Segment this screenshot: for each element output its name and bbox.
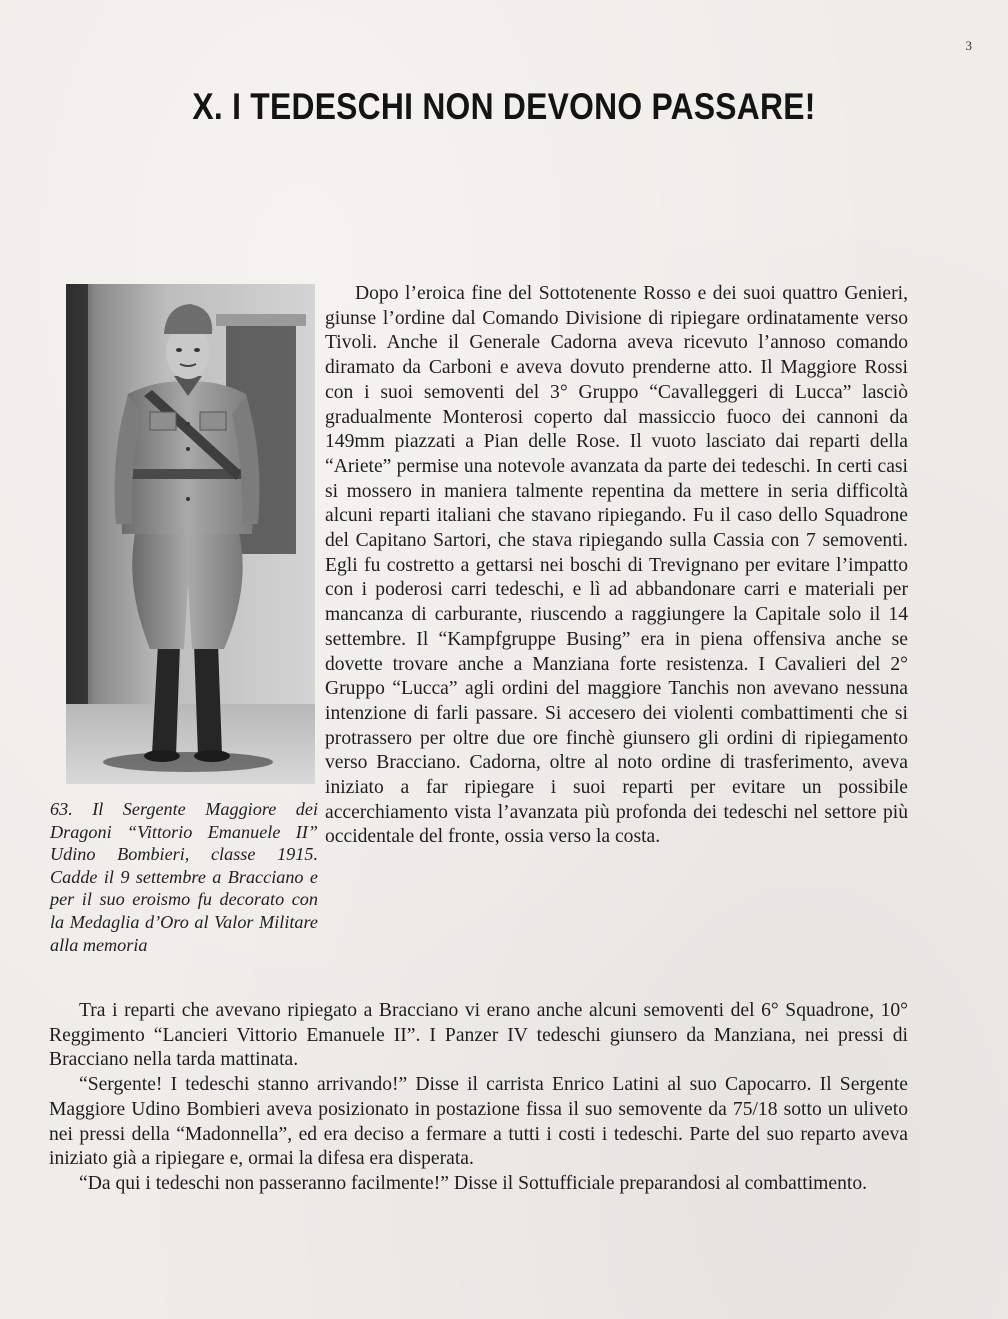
chapter-title: X. I TEDESCHI NON DEVONO PASSARE!	[192, 86, 816, 127]
paragraph-3: “Sergente! I tedeschi stanno arrivando!” Disse il carrista Enrico Latini al suo Capocarro. Il Sergente Maggiore Udino Bombieri aveva posizionato in postazione fissa il suo semovente da 75/18 sotto un uliveto nei pressi della “Madonnella”, ed era deciso a fermare a tutti i costi i tedeschi. Parte del suo reparto aveva iniziato già a ripiegare e, ormai la difesa era disperata.	[49, 1074, 908, 1170]
body-text-column	[325, 282, 908, 850]
soldier-portrait-photo	[66, 284, 315, 784]
page-number: 3	[965, 38, 972, 53]
paragraph-1: Dopo l’eroica fine del Sottotenente Rosso e dei suoi quattro Genieri, giunse l’ordine dal Comando Divisione di ripiegare ordinatamente verso Tivoli. Anche il Generale Cadorna aveva ricevuto l’annoso comando diramato da Carboni e aveva dovuto prenderne atto. Il Maggiore Rossi con i suoi semoventi del 3° Gruppo “Cavalleggeri di Lucca” lasciò gradualmente Monterosi coperto dal massiccio fuoco dei cannoni da 149mm piazzati a Pian delle Rose. Il vuoto lasciato dai reparti della “Ariete” permise una notevole avanzata da parte dei tedeschi. In certi casi si mossero in maniera talmente repentina da mettere in seria difficoltà alcuni reparti italiani che stavano ripiegando. Fu il caso dello Squadrone del Capitano Sartori, che stava ripiegando sulla Cassia con 7 semoventi. Egli fu costretto a gettarsi nei boschi di Trevignano per evitare l’impatto con i poderosi carri tedeschi, e lì ad abbandonare carri e materiali per mancanza di carburante, riuscendo a raggiungere la Capitale solo il 14 settembre. Il “Kampfgruppe Busing” era in piena offensiva anche se dovette trovare anche a Manziana forte resistenza. I Cavalieri del 2° Gruppo “Lucca” agli ordini del maggiore Tanchis non avevano nessuna intenzione di farli passare. Si accesero dei violenti combattimenti che si protrassero per oltre due ore finchè giunsero gli ordini di ripiegamento verso Bracciano. Cadorna, oltre al noto ordine di trasferimento, aveva iniziato a far ripiegare i suoi reparti per evitare un possibile accerchiamento vista l’avanzata più profonda dei tedeschi nel settore più occidentale del fronte, ossia verso la costa.	[325, 283, 908, 848]
photo-caption: 63. Il Sergente Maggiore dei Dragoni “Vittorio Emanuele II” Udino Bombieri, classe 1915. Cadde il 9 settembre a Bracciano e per il suo eroismo fu decorato con la Medaglia d’Oro al Valor Militare alla memoria	[50, 799, 318, 955]
paragraph-2: Tra i reparti che avevano ripiegato a Bracciano vi erano anche alcuni semoventi del 6° Squadrone, 10° Reggimento “Lancieri Vittorio Emanuele II”. I Panzer IV tedeschi giunsero da Manziana, nei pressi di Bracciano nella tarda mattinata.	[49, 1000, 908, 1071]
body-text-full-width	[49, 999, 908, 1197]
paragraph-4: “Da qui i tedeschi non passeranno facilmente!” Disse il Sottufficiale preparandosi al combattimento.	[79, 1172, 868, 1194]
